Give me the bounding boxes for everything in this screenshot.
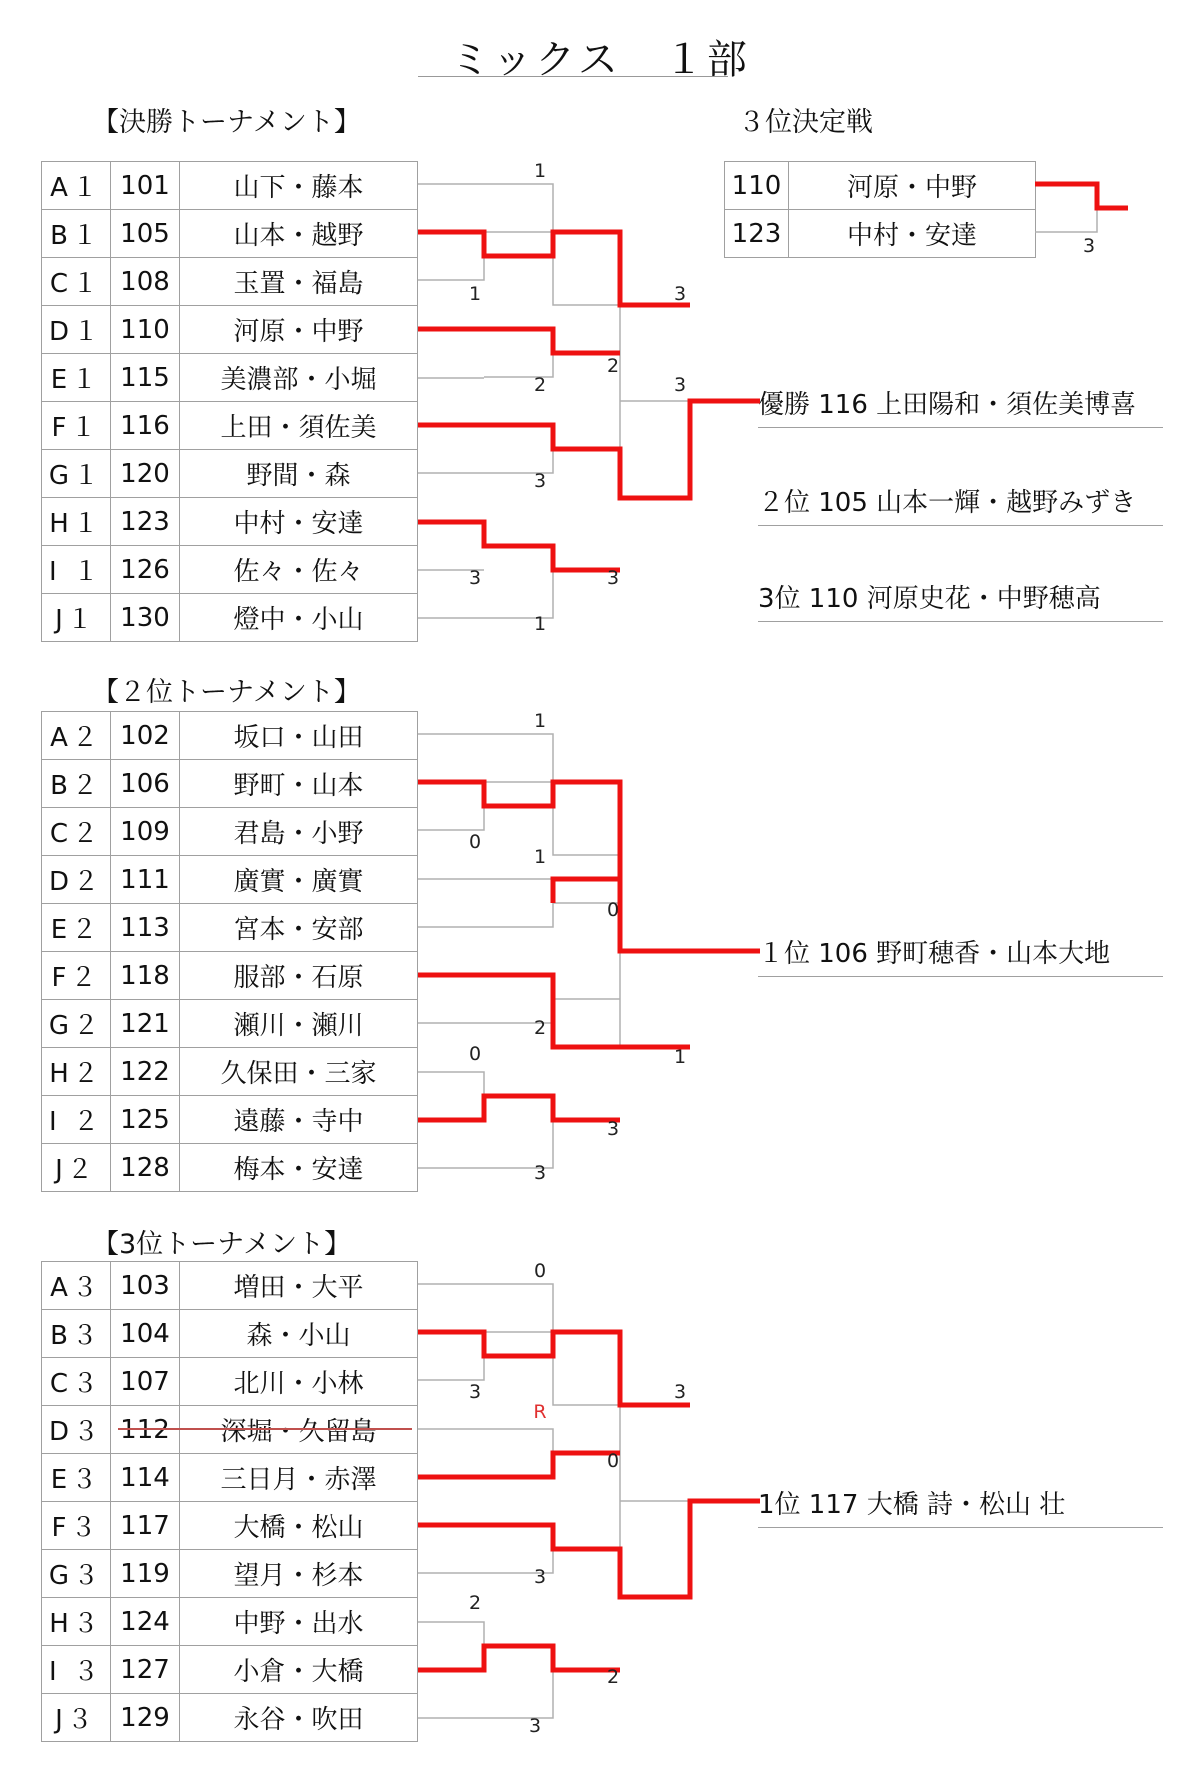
- entry-seed: H１: [42, 498, 111, 546]
- entry-number: 123: [111, 498, 180, 546]
- entry-seed: E２: [42, 904, 111, 952]
- entry-number: 124: [111, 1598, 180, 1646]
- entry-names: 深堀・久留島: [180, 1406, 418, 1454]
- match-score: 3: [673, 283, 687, 305]
- entry-number: 115: [111, 354, 180, 402]
- entry-names: 山下・藤本: [180, 162, 418, 210]
- entry-names: 中村・安達: [789, 210, 1036, 258]
- entry-number: 109: [111, 808, 180, 856]
- entry-number: 101: [111, 162, 180, 210]
- entry-names: 梅本・安達: [180, 1144, 418, 1192]
- entry-number: 110: [725, 162, 789, 210]
- match-score: 1: [533, 710, 547, 732]
- entry-number: 129: [111, 1694, 180, 1742]
- entry-seed: C１: [42, 258, 111, 306]
- score-labels: [469, 160, 1095, 1737]
- entry-seed: B２: [42, 760, 111, 808]
- entry-names: 久保田・三家: [180, 1048, 418, 1096]
- final-third-result: 3位 110 河原史花・中野穂高: [758, 578, 1163, 622]
- entry-names: 野間・森: [180, 450, 418, 498]
- match-score: 2: [468, 1592, 482, 1614]
- entry-seed: G１: [42, 450, 111, 498]
- match-score: 0: [468, 1043, 482, 1065]
- entry-names: 佐々・佐々: [180, 546, 418, 594]
- entry-names: 遠藤・寺中: [180, 1096, 418, 1144]
- entry-number: 121: [111, 1000, 180, 1048]
- entry-number: 119: [111, 1550, 180, 1598]
- entry-number: 125: [111, 1096, 180, 1144]
- entry-names: 君島・小野: [180, 808, 418, 856]
- match-score: 3: [1082, 235, 1096, 257]
- entry-seed: J２: [42, 1144, 111, 1192]
- match-score: 3: [468, 1381, 482, 1403]
- entry-seed: H３: [42, 1598, 111, 1646]
- entry-names: 中野・出水: [180, 1598, 418, 1646]
- entry-seed: I ２: [42, 1096, 111, 1144]
- final-winner-result: 優勝 116 上田陽和・須佐美博喜: [758, 384, 1163, 428]
- entry-seed: C２: [42, 808, 111, 856]
- entry-seed: E１: [42, 354, 111, 402]
- match-score: 2: [606, 355, 620, 377]
- entry-number: 123: [725, 210, 789, 258]
- match-score: 0: [468, 831, 482, 853]
- match-score: 0: [606, 1450, 620, 1472]
- match-score: 2: [606, 1666, 620, 1688]
- entry-names: 美濃部・小堀: [180, 354, 418, 402]
- final-tournament-heading: 【決勝トーナメント】: [92, 107, 361, 138]
- entry-seed: B３: [42, 1310, 111, 1358]
- entry-names: 玉置・福島: [180, 258, 418, 306]
- entry-number: 117: [111, 1502, 180, 1550]
- entry-seed: I １: [42, 546, 111, 594]
- entry-seed: J１: [42, 594, 111, 642]
- entry-names: 野町・山本: [180, 760, 418, 808]
- entry-seed: D２: [42, 856, 111, 904]
- match-score: R: [533, 1401, 547, 1423]
- entry-names: 坂口・山田: [180, 712, 418, 760]
- second-tournament-first-result: １位 106 野町穂香・山本大地: [758, 933, 1163, 977]
- entry-seed: A２: [42, 712, 111, 760]
- entry-number: 106: [111, 760, 180, 808]
- entry-seed: E３: [42, 1454, 111, 1502]
- entry-names: 山本・越野: [180, 210, 418, 258]
- match-score: 1: [468, 283, 482, 305]
- entry-names: 北川・小林: [180, 1358, 418, 1406]
- third-tournament-heading: 【3位トーナメント】: [92, 1229, 352, 1260]
- entry-names: 増田・大平: [180, 1262, 418, 1310]
- third-tournament-first-result: 1位 117 大橋 詩・松山 壮: [758, 1484, 1163, 1528]
- entry-number: 102: [111, 712, 180, 760]
- entry-names: 大橋・松山: [180, 1502, 418, 1550]
- match-score: 1: [533, 160, 547, 182]
- entry-names: 永谷・吹田: [180, 1694, 418, 1742]
- match-score: 3: [673, 374, 687, 396]
- entry-number: 108: [111, 258, 180, 306]
- entry-seed: D３: [42, 1406, 111, 1454]
- entry-names: 服部・石原: [180, 952, 418, 1000]
- match-score: 3: [533, 1162, 547, 1184]
- match-score: 2: [533, 374, 547, 396]
- entry-names: 河原・中野: [789, 162, 1036, 210]
- match-score: 1: [673, 1046, 687, 1068]
- entry-seed: D１: [42, 306, 111, 354]
- match-score: 1: [533, 846, 547, 868]
- entry-number: 104: [111, 1310, 180, 1358]
- entry-seed: F１: [42, 402, 111, 450]
- match-score: 3: [528, 1715, 542, 1737]
- match-score: 3: [533, 1566, 547, 1588]
- match-score: 2: [533, 1017, 547, 1039]
- entry-number: 116: [111, 402, 180, 450]
- entry-seed: G２: [42, 1000, 111, 1048]
- second-tournament-heading: 【２位トーナメント】: [92, 677, 361, 708]
- entry-number: 113: [111, 904, 180, 952]
- entry-number: 118: [111, 952, 180, 1000]
- match-score: 3: [673, 1381, 687, 1403]
- final-second-result: ２位 105 山本一輝・越野みずき: [758, 482, 1163, 526]
- match-score: 0: [533, 1260, 547, 1282]
- entry-seed: A３: [42, 1262, 111, 1310]
- entry-number: 114: [111, 1454, 180, 1502]
- entry-number: 105: [111, 210, 180, 258]
- entry-seed: F２: [42, 952, 111, 1000]
- entry-names: 廣實・廣實: [180, 856, 418, 904]
- entry-seed: I ３: [42, 1646, 111, 1694]
- entry-names: 宮本・安部: [180, 904, 418, 952]
- entry-names: 上田・須佐美: [180, 402, 418, 450]
- entry-names: 瀬川・瀬川: [180, 1000, 418, 1048]
- entry-seed: F３: [42, 1502, 111, 1550]
- entry-names: 中村・安達: [180, 498, 418, 546]
- entry-number: 122: [111, 1048, 180, 1096]
- match-score: 3: [606, 567, 620, 589]
- entry-seed: B１: [42, 210, 111, 258]
- entry-number: 130: [111, 594, 180, 642]
- entry-number: 112: [111, 1406, 180, 1454]
- match-score: 3: [533, 470, 547, 492]
- entry-names: 望月・杉本: [180, 1550, 418, 1598]
- entry-seed: A１: [42, 162, 111, 210]
- entry-number: 126: [111, 546, 180, 594]
- entry-seed: J３: [42, 1694, 111, 1742]
- entry-names: 三日月・赤澤: [180, 1454, 418, 1502]
- match-score: 1: [533, 613, 547, 635]
- entry-number: 120: [111, 450, 180, 498]
- entry-names: 森・小山: [180, 1310, 418, 1358]
- entry-names: 河原・中野: [180, 306, 418, 354]
- match-score: 3: [606, 1118, 620, 1140]
- match-score: 3: [468, 567, 482, 589]
- entry-names: 小倉・大橋: [180, 1646, 418, 1694]
- entry-seed: H２: [42, 1048, 111, 1096]
- entry-number: 111: [111, 856, 180, 904]
- entry-names: 燈中・小山: [180, 594, 418, 642]
- entry-number: 103: [111, 1262, 180, 1310]
- match-score: 0: [606, 899, 620, 921]
- entry-seed: G３: [42, 1550, 111, 1598]
- third-place-match-heading: ３位決定戦: [738, 107, 873, 138]
- entry-number: 127: [111, 1646, 180, 1694]
- entry-number: 107: [111, 1358, 180, 1406]
- entry-number: 128: [111, 1144, 180, 1192]
- entry-number: 110: [111, 306, 180, 354]
- page-title: ミックス １部: [450, 37, 750, 83]
- entry-seed: C３: [42, 1358, 111, 1406]
